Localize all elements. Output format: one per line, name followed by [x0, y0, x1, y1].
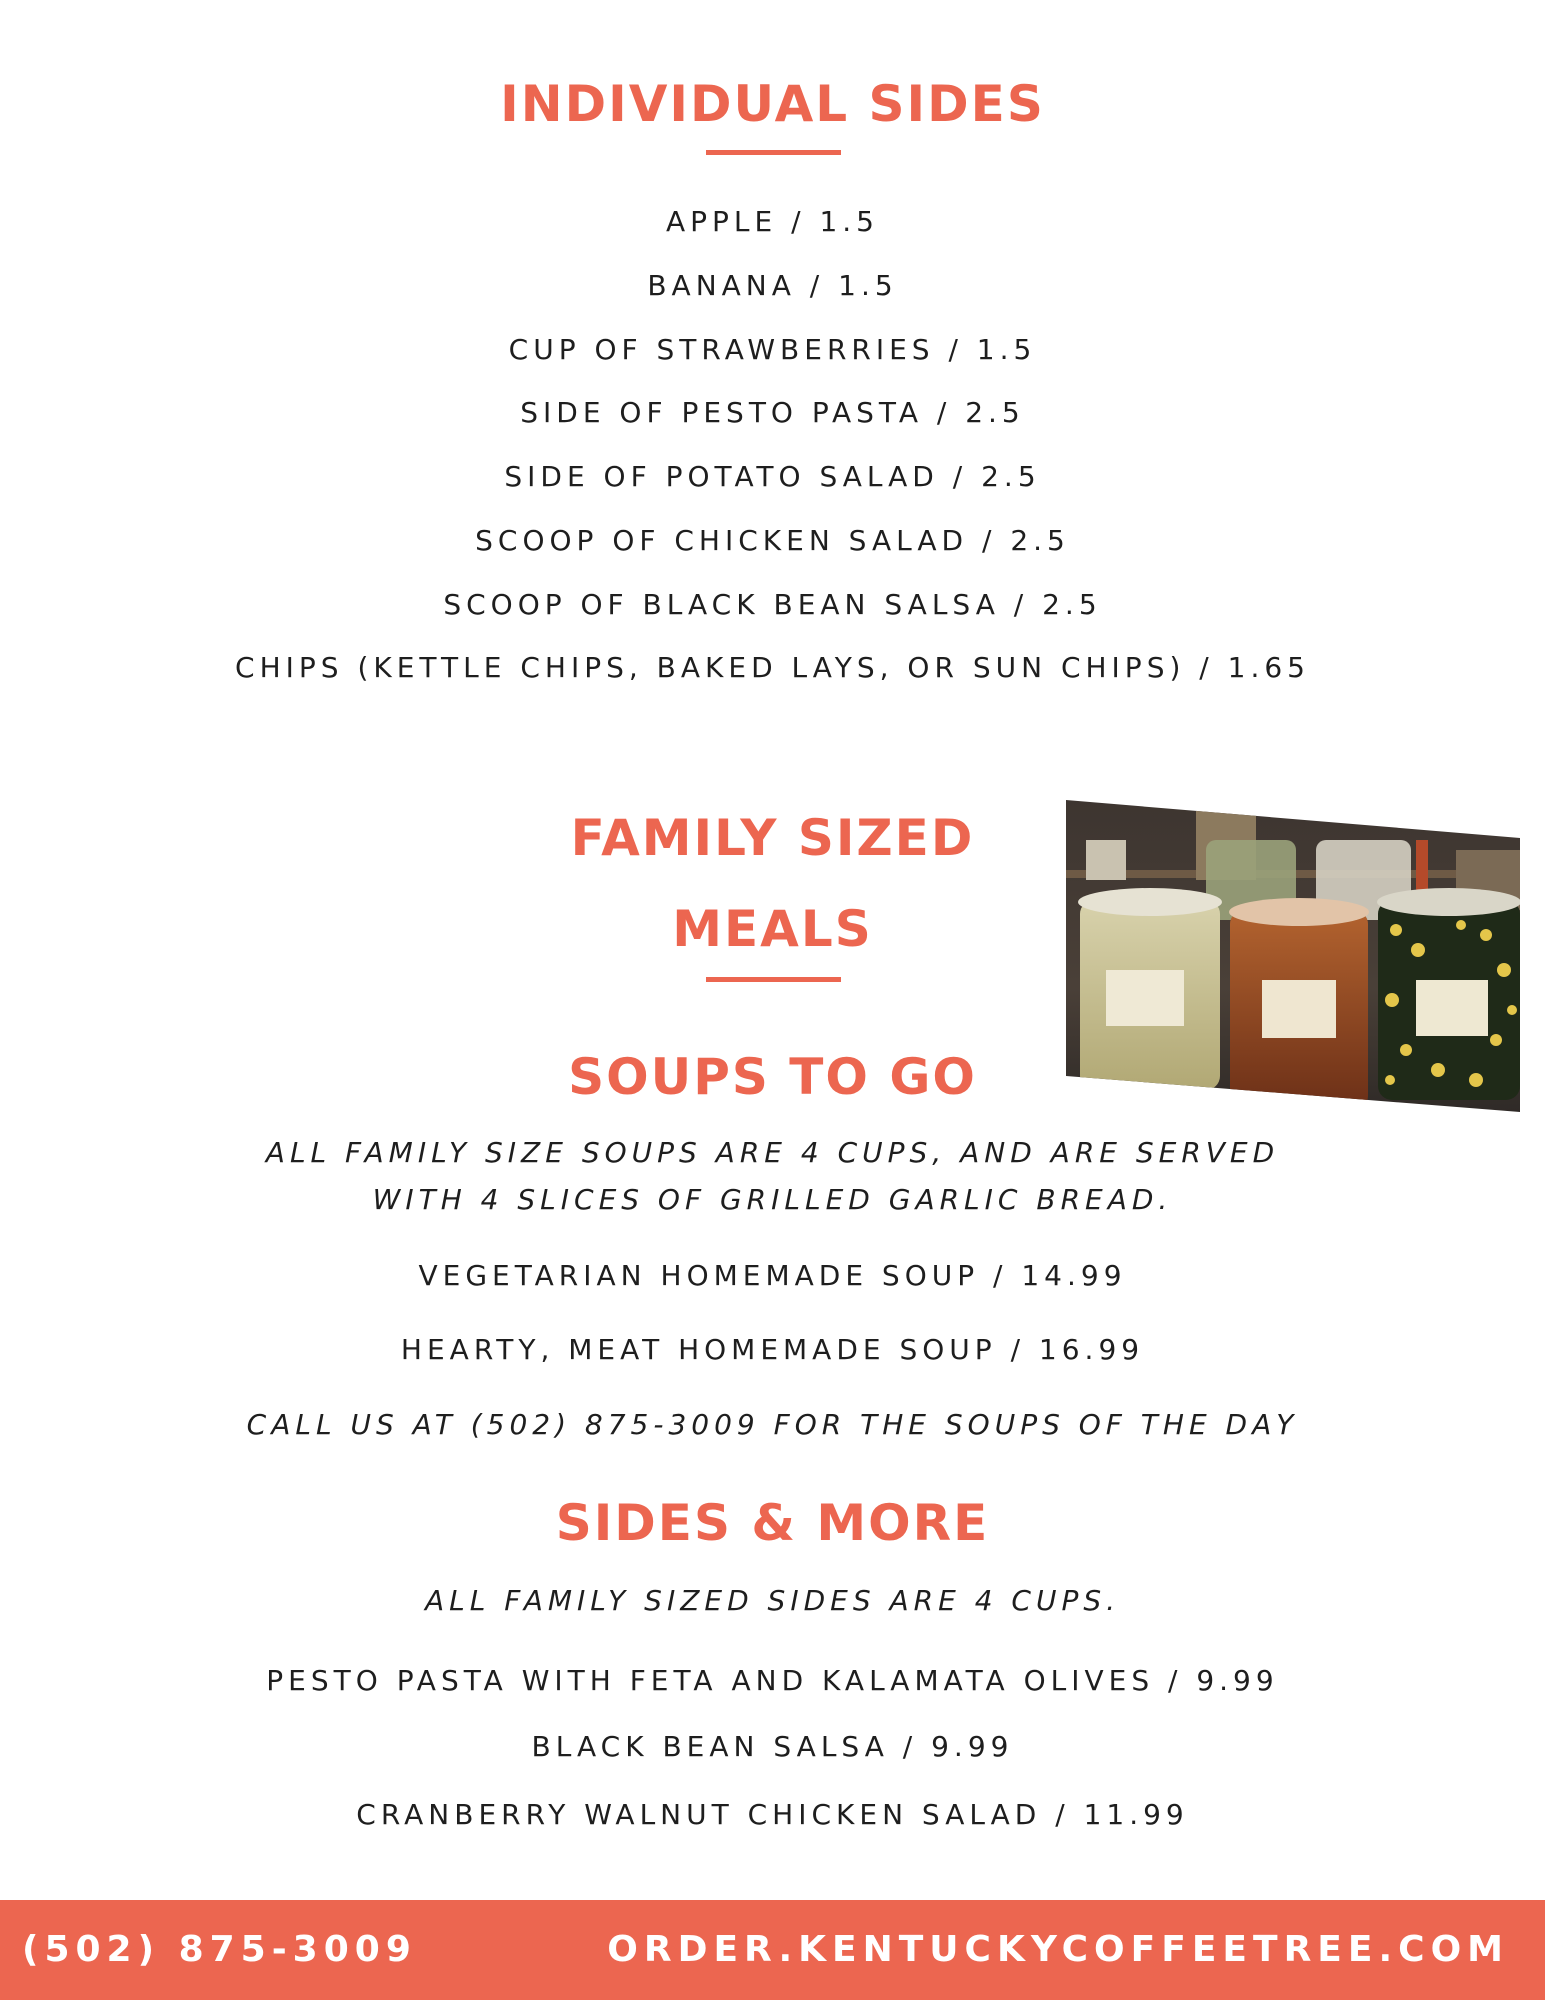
- side-item-pesto-pasta: SIDE OF PESTO PASTA / 2.5: [520, 396, 1025, 429]
- individual-sides-heading: INDIVIDUAL SIDES: [500, 75, 1045, 133]
- footer-phone[interactable]: (502) 875-3009: [22, 1929, 417, 1970]
- side-item-banana: BANANA / 1.5: [647, 269, 898, 302]
- side-item-chicken-salad: SCOOP OF CHICKEN SALAD / 2.5: [475, 524, 1070, 557]
- soup-item-vegetarian: VEGETARIAN HOMEMADE SOUP / 14.99: [418, 1259, 1127, 1292]
- soups-heading: SOUPS TO GO: [568, 1048, 977, 1106]
- individual-sides-divider: [706, 150, 841, 155]
- side-item-apple: APPLE / 1.5: [666, 205, 879, 238]
- sides-more-item-black-bean-salsa: BLACK BEAN SALSA / 9.99: [531, 1730, 1014, 1763]
- sides-more-item-pesto-pasta: PESTO PASTA WITH FETA AND KALAMATA OLIVES / 9.99: [266, 1664, 1279, 1697]
- footer-bar: [0, 1900, 1545, 2000]
- family-meals-heading-line2: MEALS: [672, 900, 873, 958]
- side-item-chips: CHIPS (KETTLE CHIPS, BAKED LAYS, OR SUN CHIPS) / 1.65: [235, 651, 1310, 684]
- sides-more-item-chicken-salad: CRANBERRY WALNUT CHICKEN SALAD / 11.99: [356, 1798, 1189, 1831]
- sides-more-note: ALL FAMILY SIZED SIDES ARE 4 CUPS.: [424, 1584, 1121, 1617]
- footer-website-link[interactable]: ORDER.KENTUCKYCOFFEETREE.COM: [607, 1929, 1509, 1970]
- side-item-strawberries: CUP OF STRAWBERRIES / 1.5: [508, 333, 1037, 366]
- side-item-black-bean-salsa: SCOOP OF BLACK BEAN SALSA / 2.5: [443, 588, 1102, 621]
- soups-call-note: CALL US AT (502) 875-3009 FOR THE SOUPS OF THE DAY: [246, 1408, 1299, 1441]
- soup-item-meat: HEARTY, MEAT HOMEMADE SOUP / 16.99: [400, 1333, 1145, 1366]
- side-item-potato-salad: SIDE OF POTATO SALAD / 2.5: [504, 460, 1041, 493]
- soups-note-line1: ALL FAMILY SIZE SOUPS ARE 4 CUPS, AND ARE SERVED: [265, 1136, 1280, 1169]
- sides-more-heading: SIDES & MORE: [555, 1494, 990, 1552]
- family-meals-divider: [706, 977, 841, 982]
- soups-note-line2: WITH 4 SLICES OF GRILLED GARLIC BREAD.: [372, 1183, 1173, 1216]
- family-meals-heading-line1: FAMILY SIZED: [570, 809, 975, 867]
